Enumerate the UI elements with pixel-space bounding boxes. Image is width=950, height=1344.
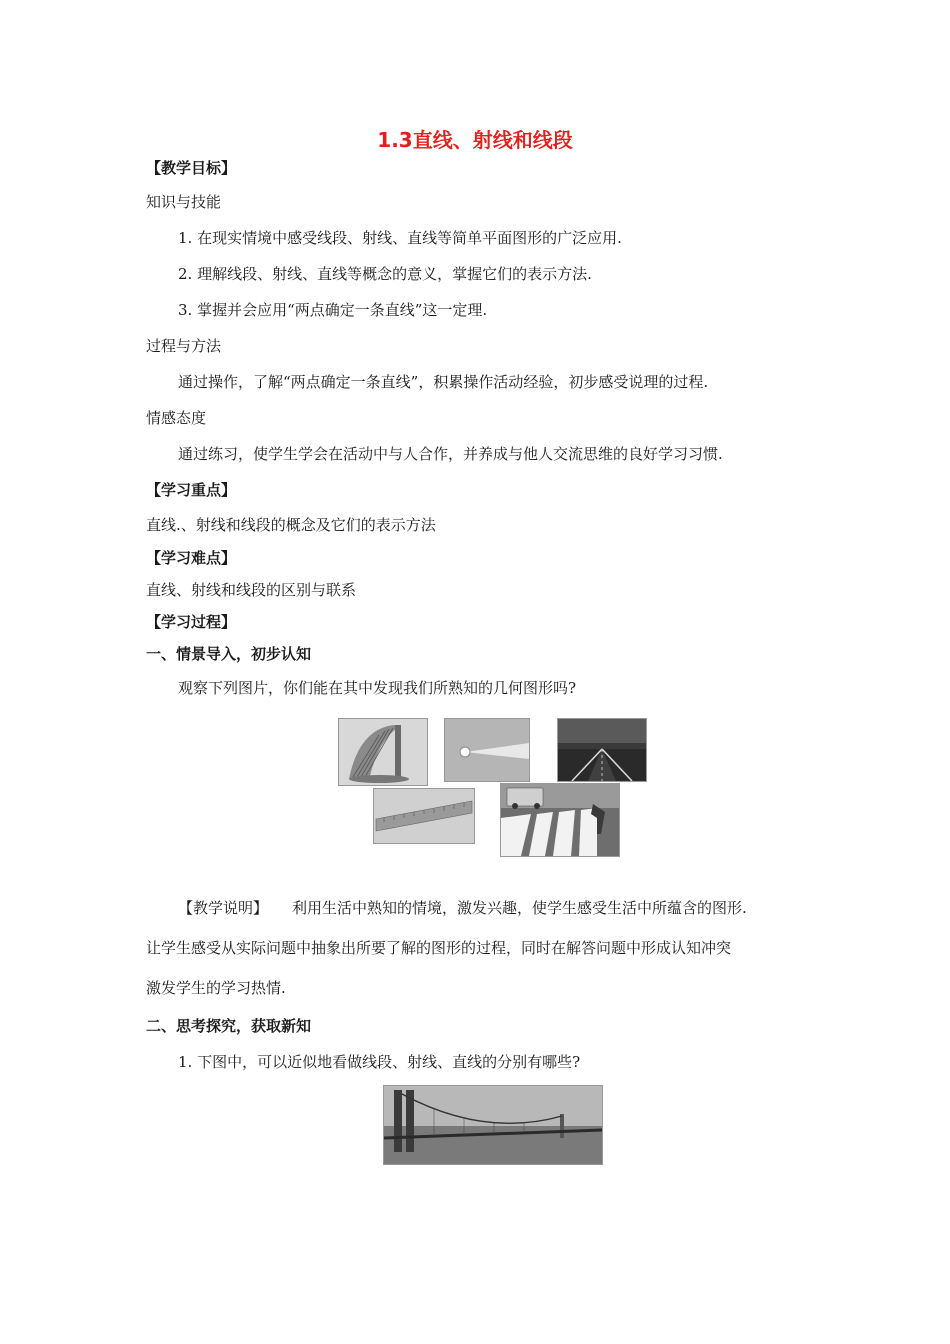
process-method-text: 通过操作，了解“两点确定一条直线”，积累操作活动经验，初步感受说理的过程. bbox=[178, 373, 709, 391]
knowledge-heading: 知识与技能 bbox=[146, 193, 222, 211]
section1-prompt: 观察下列图片，你们能在其中发现我们所熟知的几何图形吗? bbox=[178, 679, 577, 697]
focus-text: 直线.、射线和线段的概念及它们的表示方法 bbox=[146, 516, 436, 534]
difficulty-heading: 【学习难点】 bbox=[146, 549, 237, 567]
section1-heading: 一、情景导入，初步认知 bbox=[146, 645, 312, 663]
road-photo bbox=[557, 718, 647, 782]
page-title: 1.3直线、射线和线段 bbox=[377, 128, 573, 152]
objective-item-2: 2. 理解线段、射线、直线等概念的意义，掌握它们的表示方法. bbox=[178, 265, 592, 283]
objectives-heading: 【教学目标】 bbox=[146, 159, 237, 177]
section2-question: 1. 下图中，可以近似地看做线段、射线、直线的分别有哪些? bbox=[178, 1053, 581, 1071]
difficulty-text: 直线、射线和线段的区别与联系 bbox=[146, 581, 357, 599]
bridge-photo bbox=[383, 1085, 603, 1165]
teaching-note-line-3: 激发学生的学习热情. bbox=[146, 979, 286, 997]
light-beam-photo bbox=[444, 718, 530, 782]
ruler-photo bbox=[373, 788, 475, 844]
process-heading: 【学习过程】 bbox=[146, 613, 237, 631]
attitude-text: 通过练习，使学生学会在活动中与人合作，并养成与他人交流思维的良好学习习惯. bbox=[178, 445, 723, 463]
process-method-heading: 过程与方法 bbox=[146, 337, 222, 355]
harp-photo bbox=[338, 718, 428, 786]
teaching-note-line-1: 利用生活中熟知的情境，激发兴趣，使学生感受生活中所蕴含的图形. bbox=[292, 899, 747, 917]
section2-heading: 二、思考探究，获取新知 bbox=[146, 1017, 312, 1035]
attitude-heading: 情感态度 bbox=[146, 409, 207, 427]
crosswalk-photo bbox=[500, 783, 620, 857]
focus-heading: 【学习重点】 bbox=[146, 481, 237, 499]
teaching-note-line-2: 让学生感受从实际问题中抽象出所要了解的图形的过程，同时在解答问题中形成认知冲突 bbox=[146, 939, 732, 957]
teaching-note-label: 【教学说明】 bbox=[178, 899, 269, 917]
objective-item-3: 3. 掌握并会应用“两点确定一条直线”这一定理. bbox=[178, 301, 488, 319]
objective-item-1: 1. 在现实情境中感受线段、射线、直线等简单平面图形的广泛应用. bbox=[178, 229, 622, 247]
